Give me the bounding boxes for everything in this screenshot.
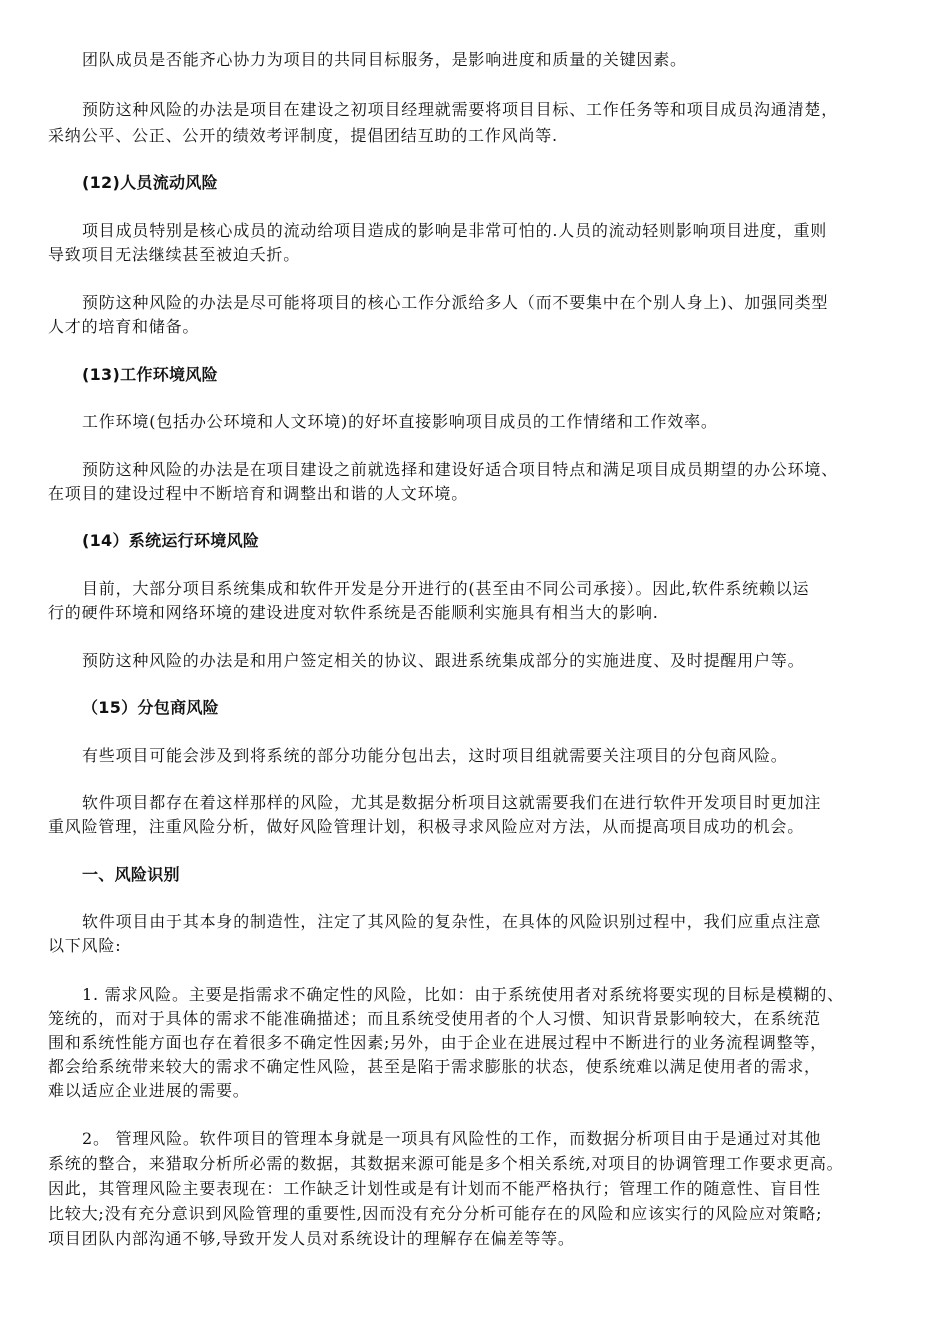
paragraph-line: 预防这种风险的办法是和用户签定相关的协议、跟进系统集成部分的实施进度、及时提醒用户等。 [82, 651, 805, 670]
list-item-line: 都会给系统带来较大的需求不确定性风险，甚至是陷于需求膨胀的状态，使系统难以满足使用者的需求， [48, 1057, 821, 1076]
section-heading: （15）分包商风险 [82, 698, 219, 717]
list-item-line: 1. 需求风险。主要是指需求不确定性的风险，比如：由于系统使用者对系统将要实现的目标是模糊的、 [82, 985, 844, 1004]
paragraph-line: 以下风险: [48, 936, 122, 955]
list-item-line: 围和系统性能方面也存在着很多不确定性因素;另外，由于企业在进展过程中不断进行的业务流程调整等， [48, 1033, 827, 1052]
paragraph-line: 目前，大部分项目系统集成和软件开发是分开进行的(甚至由不同公司承接）。因此,软件系统赖以运 [82, 579, 810, 598]
section-heading: 一、风险识别 [82, 865, 180, 884]
paragraph-line: 重风险管理，注重风险分析，做好风险管理计划，积极寻求风险应对方法，从而提高项目成功的机会。 [48, 817, 805, 836]
paragraph-line: 在项目的建设过程中不断培育和调整出和谐的人文环境。 [48, 484, 469, 503]
paragraph-line: 预防这种风险的办法是项目在建设之初项目经理就需要将项目目标、工作任务等和项目成员沟通清楚， [82, 100, 839, 119]
list-item-line: 项目团队内部沟通不够,导致开发人员对系统设计的理解存在偏差等等。 [48, 1229, 575, 1248]
paragraph-line: 有些项目可能会涉及到将系统的部分功能分包出去，这时项目组就需要关注项目的分包商风险。 [82, 746, 788, 765]
paragraph-line: 采纳公平、公正、公开的绩效考评制度，提倡团结互助的工作风尚等. [48, 126, 558, 145]
section-heading: (13)工作环境风险 [82, 365, 218, 384]
paragraph-line: 行的硬件环境和网络环境的建设进度对软件系统是否能顺利实施具有相当大的影响. [48, 603, 659, 622]
section-heading: (14）系统运行环境风险 [82, 531, 260, 550]
list-item-line: 难以适应企业进展的需要。 [48, 1081, 250, 1100]
paragraph-line: 软件项目由于其本身的制造性，注定了其风险的复杂性，在具体的风险识别过程中，我们应重点注意 [82, 912, 822, 931]
paragraph-line: 工作环境(包括办公环境和人文环境)的好坏直接影响项目成员的工作情绪和工作效率。 [82, 412, 718, 431]
section-heading: (12)人员流动风险 [82, 173, 218, 192]
paragraph-line: 人才的培育和储备。 [48, 317, 200, 336]
paragraph-line: 团队成员是否能齐心协力为项目的共同目标服务，是影响进度和质量的关键因素。 [82, 50, 687, 69]
paragraph-line: 预防这种风险的办法是尽可能将项目的核心工作分派给多人（而不要集中在个别人身上)、加强同类型 [82, 293, 829, 312]
list-item-line: 2。 管理风险。软件项目的管理本身就是一项具有风险性的工作，而数据分析项目由于是通过对其他 [82, 1129, 822, 1148]
list-item-line: 比较大;没有充分意识到风险管理的重要性,因而没有充分分析可能存在的风险和应该实行的风险应对策略; [48, 1204, 823, 1223]
paragraph-line: 导致项目无法继续甚至被迫夭折。 [48, 245, 301, 264]
paragraph-line: 软件项目都存在着这样那样的风险，尤其是数据分析项目这就需要我们在进行软件开发项目时更加注 [82, 793, 822, 812]
list-item-line: 系统的整合，来猎取分析所必需的数据，其数据来源可能是多个相关系统,对项目的协调管理工作要求更高。 [48, 1154, 844, 1173]
paragraph-line: 预防这种风险的办法是在项目建设之前就选择和建设好适合项目特点和满足项目成员期望的办公环境、 [82, 460, 839, 479]
list-item-line: 笼统的，而对于具体的需求不能准确描述；而且系统受使用者的个人习惯、知识背景影响较大，在系统范 [48, 1009, 821, 1028]
list-item-line: 因此，其管理风险主要表现在：工作缺乏计划性或是有计划而不能严格执行；管理工作的随意性、盲目性 [48, 1179, 821, 1198]
paragraph-line: 项目成员特别是核心成员的流动给项目造成的影响是非常可怕的.人员的流动轻则影响项目进度，重则 [82, 221, 828, 240]
